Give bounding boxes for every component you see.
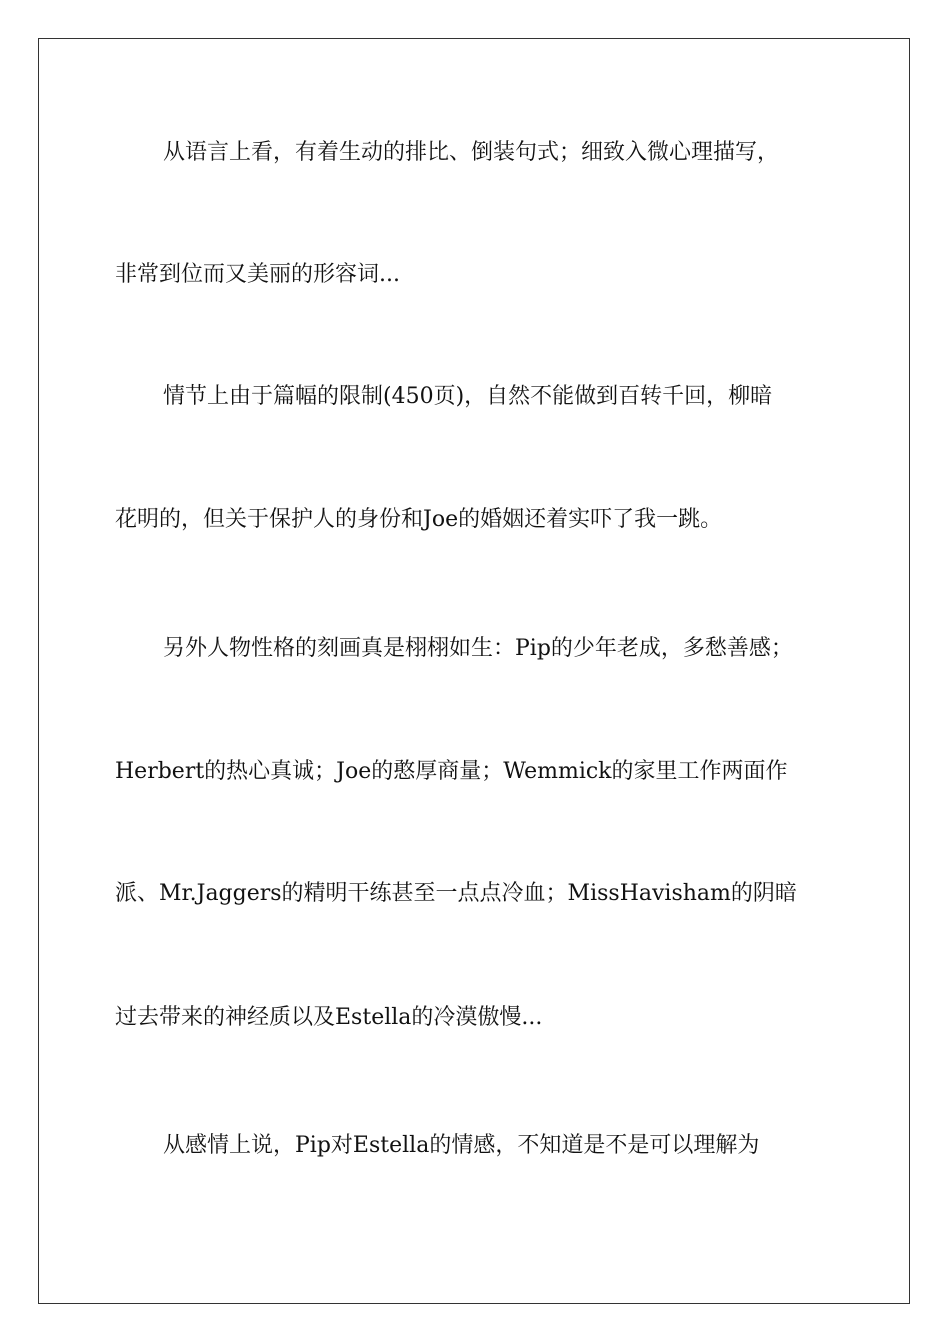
paragraph-3-line-2: Herbert的热心真诚；Joe的憨厚商量；Wemmick的家里工作两面作 [115,759,788,784]
paragraph-3-line-3: 派、Mr.Jaggers的精明干练甚至一点点冷血；MissHavisham的阴暗 [115,881,797,906]
paragraph-2-line-1: 情节上由于篇幅的限制(450页)，自然不能做到百转千回，柳暗 [163,384,773,409]
paragraph-1-line-2: 非常到位而又美丽的形容词... [115,262,400,287]
paragraph-3-line-1: 另外人物性格的刻画真是栩栩如生：Pip的少年老成，多愁善感； [163,636,793,661]
paragraph-1-line-1: 从语言上看，有着生动的排比、倒装句式；细致入微心理描写， [163,140,780,165]
paragraph-3-line-4: 过去带来的神经质以及Estella的冷漠傲慢... [115,1005,543,1030]
paragraph-4-line-1: 从感情上说，Pip对Estella的情感，不知道是不是可以理解为 [163,1133,760,1158]
page-border [38,38,910,1304]
paragraph-2-line-2: 花明的，但关于保护人的身份和Joe的婚姻还着实吓了我一跳。 [115,507,723,532]
